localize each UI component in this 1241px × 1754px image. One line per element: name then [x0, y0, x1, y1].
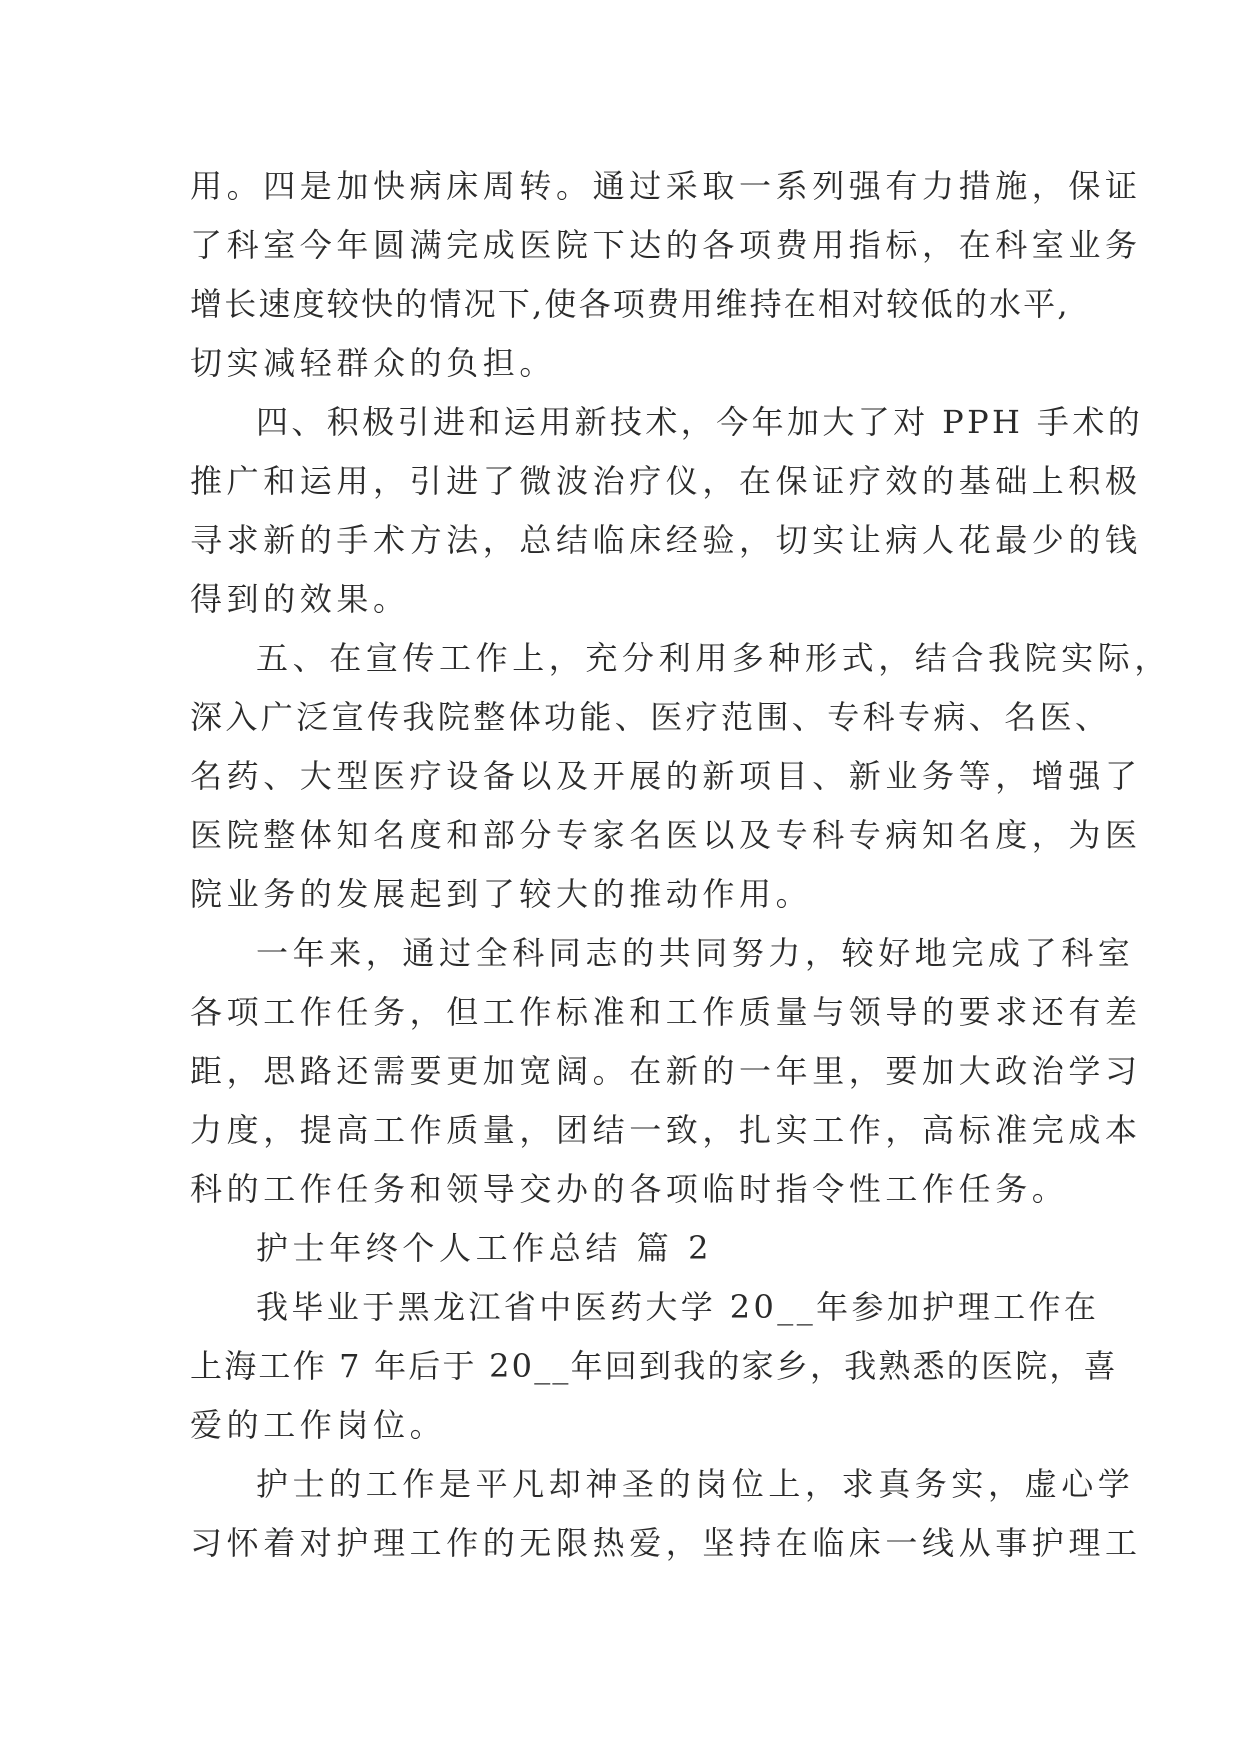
text-line: 增长速度较快的情况下,使各项费用维持在相对较低的水平, — [190, 285, 1070, 323]
text-line: 上海工作 7 年后于 20__年回到我的家乡，我熟悉的医院，喜 — [190, 1347, 1118, 1385]
text-line: 力度，提高工作质量，团结一致，扎实工作，高标准完成本 — [190, 1111, 1142, 1149]
text-line: 切实减轻群众的负担。 — [190, 344, 557, 382]
text-line: 深入广泛宣传我院整体功能、医疗范围、专科专病、名医、 — [190, 698, 1111, 736]
section-heading: 护士年终个人工作总结 篇 2 — [256, 1229, 714, 1267]
text-line: 推广和运用，引进了微波治疗仪，在保证疗效的基础上积极 — [190, 462, 1142, 500]
text-line: 爱的工作岗位。 — [190, 1406, 447, 1444]
text-line: 各项工作任务，但工作标准和工作质量与领导的要求还有差 — [190, 993, 1142, 1031]
text-line: 用。四是加快病床周转。通过采取一系列强有力措施，保证 — [190, 167, 1142, 205]
text-line: 寻求新的手术方法，总结临床经验，切实让病人花最少的钱 — [190, 521, 1142, 559]
paragraph-start-line: 一年来，通过全科同志的共同努力，较好地完成了科室 — [256, 934, 1135, 972]
text-line: 科的工作任务和领导交办的各项临时指令性工作任务。 — [190, 1170, 1069, 1208]
text-line: 名药、大型医疗设备以及开展的新项目、新业务等，增强了 — [190, 757, 1142, 795]
text-line: 院业务的发展起到了较大的推动作用。 — [190, 875, 813, 913]
paragraph-start-line: 四、积极引进和运用新技术，今年加大了对 PPH 手术的 — [256, 403, 1144, 441]
paragraph-start-line: 我毕业于黑龙江省中医药大学 20__年参加护理工作在 — [256, 1288, 1100, 1326]
text-line: 医院整体知名度和部分专家名医以及专科专病知名度，为医 — [190, 816, 1142, 854]
paragraph-start-line: 护士的工作是平凡却神圣的岗位上，求真务实，虚心学 — [256, 1465, 1135, 1503]
text-line: 得到的效果。 — [190, 580, 410, 618]
text-line: 习怀着对护理工作的无限热爱，坚持在临床一线从事护理工 — [190, 1524, 1142, 1562]
paragraph-start-line: 五、在宣传工作上，充分利用多种形式，结合我院实际， — [256, 639, 1172, 677]
text-line: 了科室今年圆满完成医院下达的各项费用指标，在科室业务 — [190, 226, 1142, 264]
text-line: 距，思路还需要更加宽阔。在新的一年里，要加大政治学习 — [190, 1052, 1142, 1090]
